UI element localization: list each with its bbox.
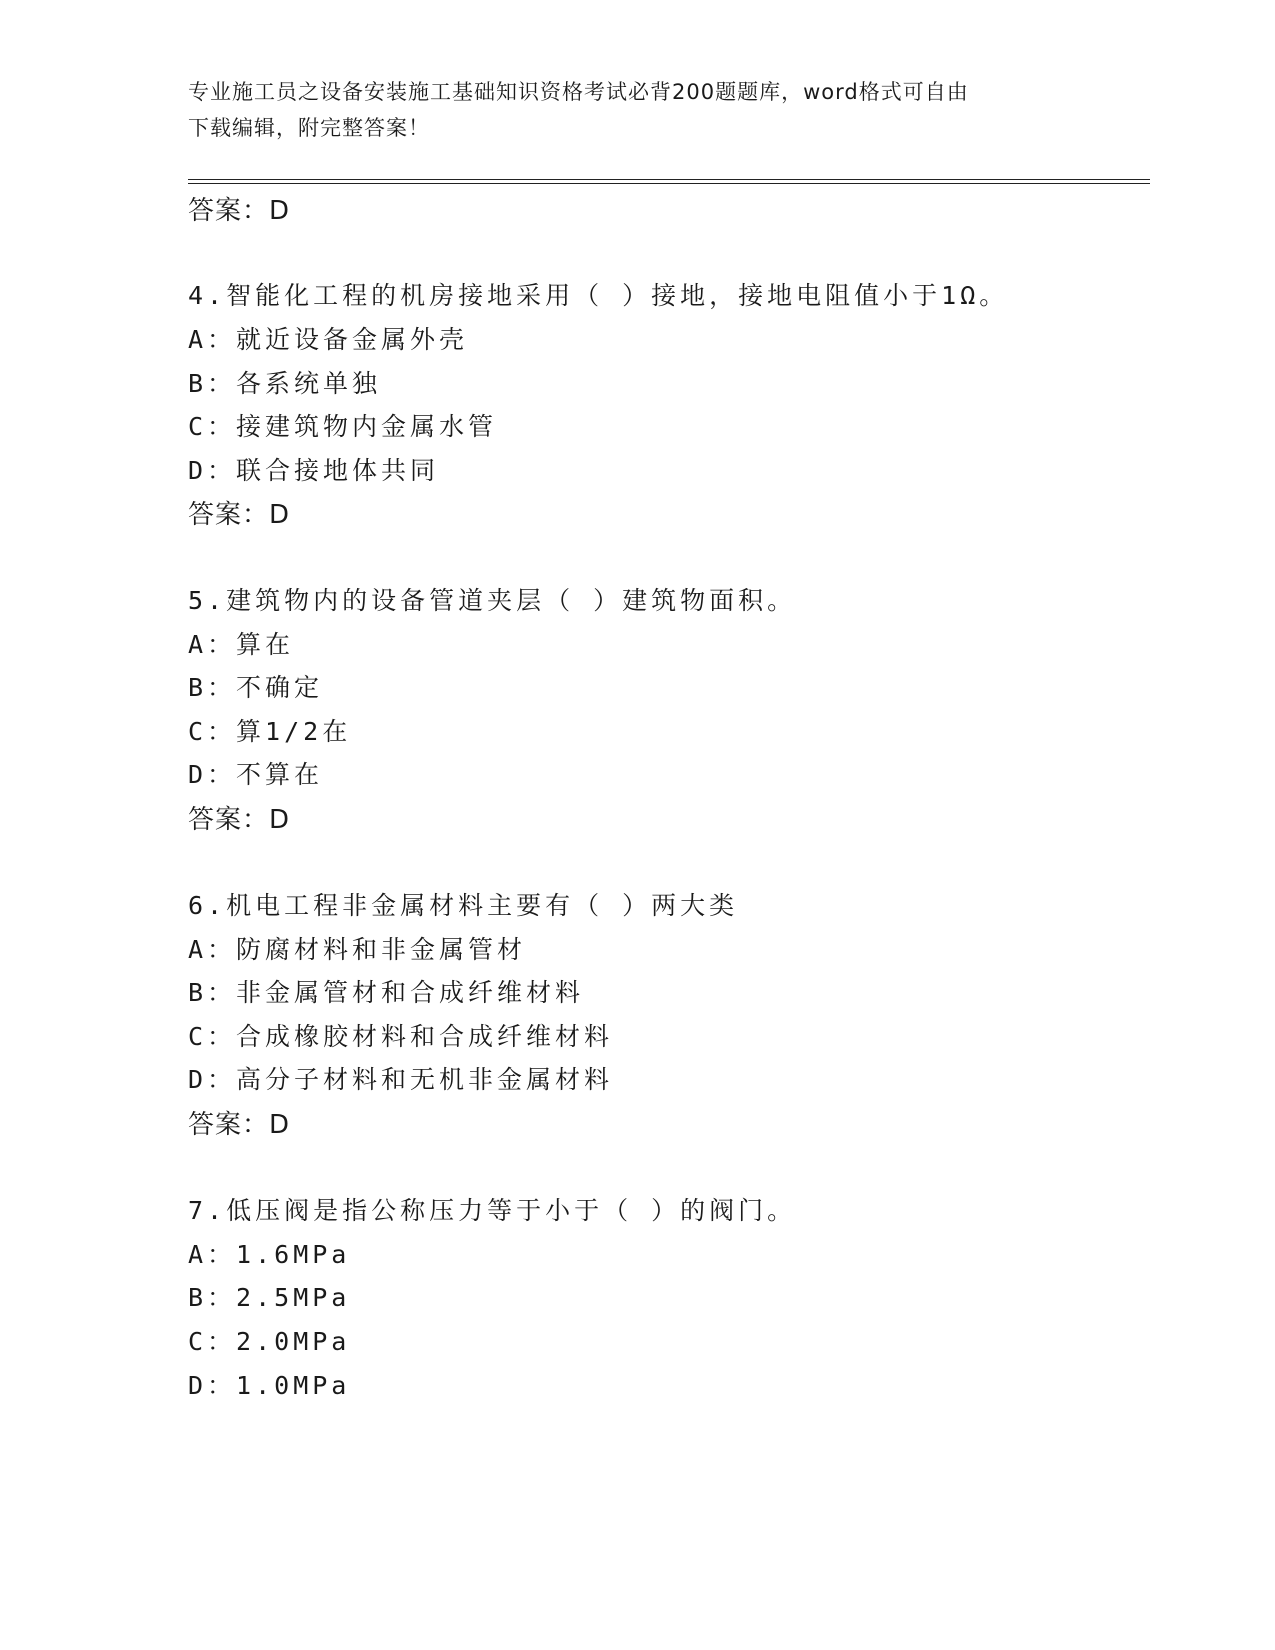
question-5-option-d: D：不算在 <box>188 760 324 789</box>
question-4-option-d: D：联合接地体共同 <box>188 456 440 485</box>
header-line-1: 专业施工员之设备安装施工基础知识资格考试必背200题题库，word格式可自由 <box>188 80 969 104</box>
question-6-option-d: D：高分子材料和无机非金属材料 <box>188 1065 614 1094</box>
document-header <box>188 74 1088 146</box>
header-rule-bottom <box>188 183 1150 184</box>
question-6-option-b: B：非金属管材和合成纤维材料 <box>188 978 585 1007</box>
answer-line: 答案：D <box>188 196 291 226</box>
question-4-answer: 答案：D <box>188 500 291 530</box>
question-5-text: 5.建筑物内的设备管道夹层（ ）建筑物面积。 <box>188 586 797 615</box>
question-6-text: 6.机电工程非金属材料主要有（ ）两大类 <box>188 891 739 920</box>
question-7-option-d: D：1.0MPa <box>188 1371 351 1400</box>
question-4-option-c: C：接建筑物内金属水管 <box>188 412 498 441</box>
question-7-option-c: C：2.0MPa <box>188 1327 351 1356</box>
question-7-text: 7.低压阀是指公称压力等于小于（ ）的阀门。 <box>188 1196 797 1225</box>
question-6-option-c: C：合成橡胶材料和合成纤维材料 <box>188 1022 614 1051</box>
question-5-option-a: A：算在 <box>188 630 295 659</box>
question-5-option-b: B：不确定 <box>188 673 324 702</box>
question-6-answer: 答案：D <box>188 1110 291 1140</box>
question-6-option-a: A：防腐材料和非金属管材 <box>188 935 527 964</box>
question-5-option-c: C：算1/2在 <box>188 717 352 746</box>
question-4-text: 4.智能化工程的机房接地采用（ ）接地，接地电阻值小于1Ω。 <box>188 281 1009 310</box>
question-4-option-a: A：就近设备金属外壳 <box>188 325 469 354</box>
question-7-option-a: A：1.6MPa <box>188 1240 351 1269</box>
header-line-2: 下载编辑，附完整答案！ <box>188 116 430 140</box>
question-4-option-b: B：各系统单独 <box>188 369 382 398</box>
question-5-answer: 答案：D <box>188 805 291 835</box>
header-rule-top <box>188 179 1150 180</box>
question-7-option-b: B：2.5MPa <box>188 1283 351 1312</box>
